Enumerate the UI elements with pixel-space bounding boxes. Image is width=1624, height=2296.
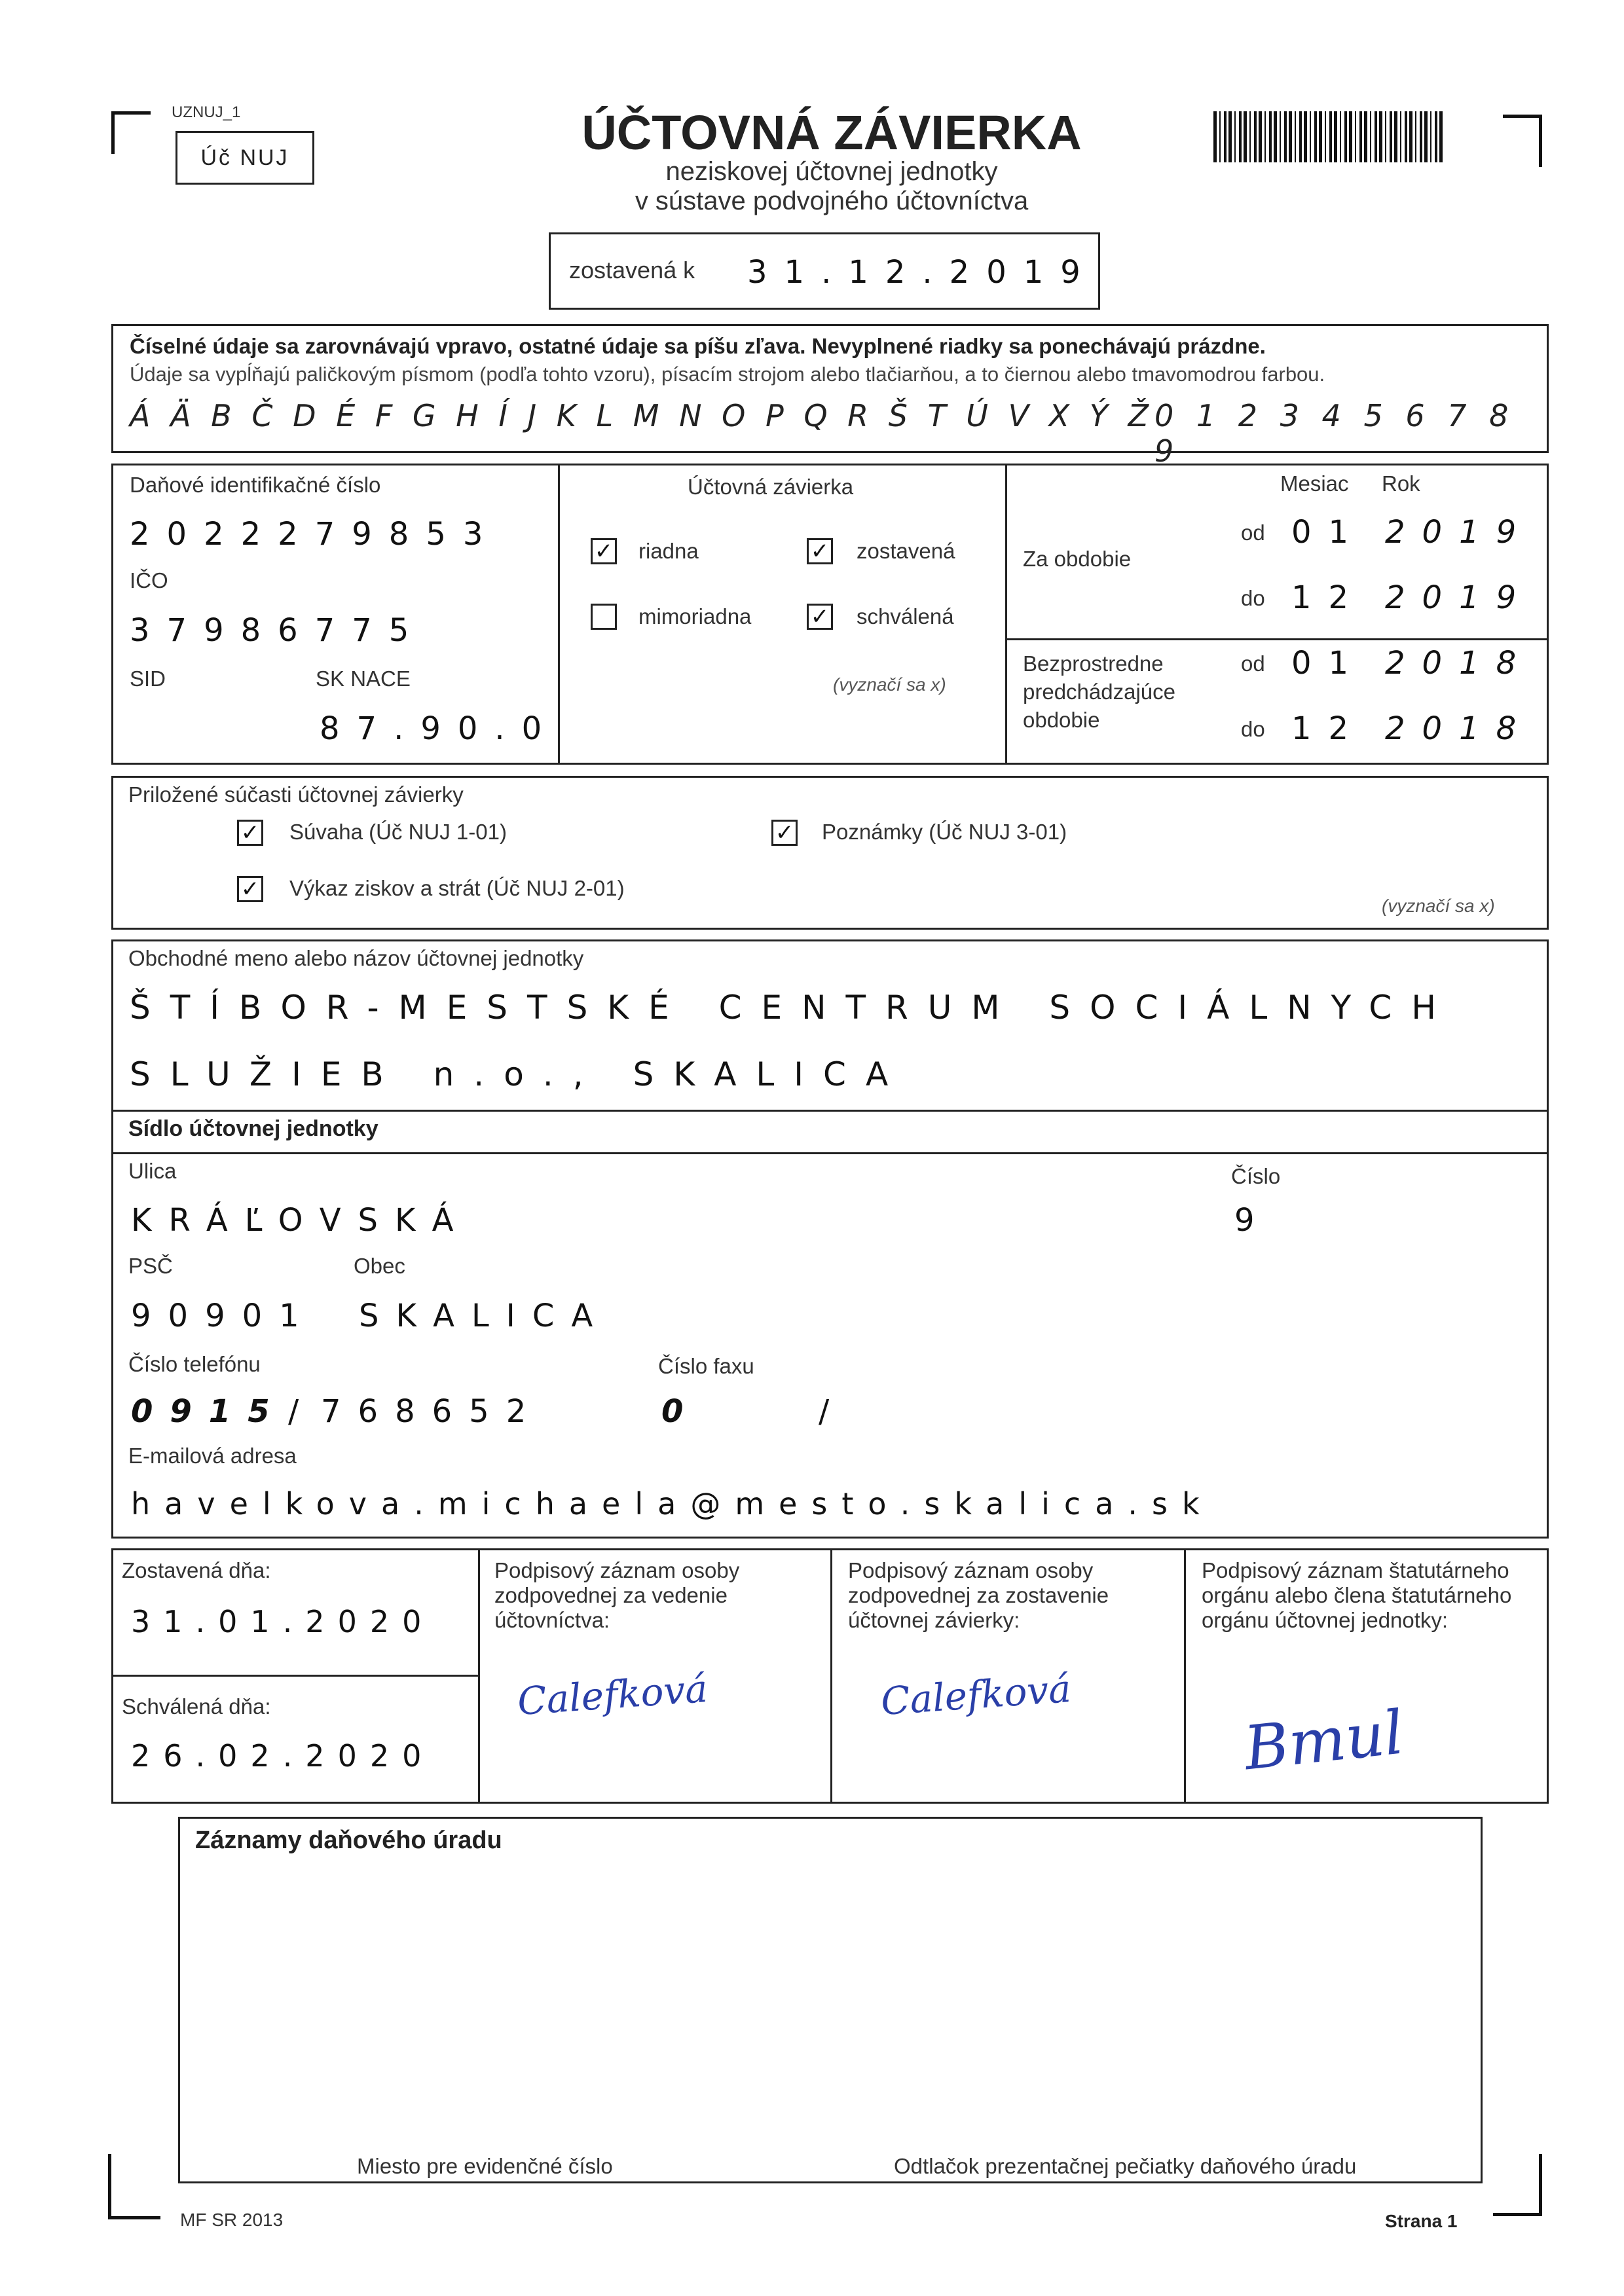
current-period-label: Za obdobie bbox=[1023, 547, 1132, 571]
city-value[interactable]: SKALICA bbox=[359, 1298, 610, 1334]
instructions-line-2: Údaje sa vypĺňajú paličkovým písmom (podľa tohto vzoru), písacím strojom alebo tlačiarňou, a to čiernou alebo tmavomodrou farbou. bbox=[130, 363, 1325, 386]
zip-label: PSČ bbox=[128, 1254, 173, 1278]
sig3-label: Podpisový záznam štatutárneho orgánu alebo člena štatutárneho orgánu účtovnej jednotky: bbox=[1202, 1558, 1512, 1632]
sig2-label: Podpisový záznam osoby zodpovednej za zostavenie účtovnej závierky: bbox=[848, 1558, 1109, 1632]
compiled-on-date[interactable]: 31.01.2020 bbox=[131, 1604, 435, 1639]
compiled-label: zostavená k bbox=[569, 257, 695, 283]
prev-period-label-3: obdobie bbox=[1023, 708, 1100, 732]
attachments-heading: Priložené súčasti účtovnej závierky bbox=[128, 782, 464, 807]
compiled-date[interactable]: 31.12.2019 bbox=[747, 254, 1098, 291]
page-subtitle-2: v sústave podvojného účtovníctva bbox=[635, 187, 1029, 215]
mimoriadna-label: mimoriadna bbox=[638, 604, 752, 629]
footer-form-id: MF SR 2013 bbox=[180, 2210, 284, 2230]
instructions-box bbox=[111, 324, 1549, 469]
cur-to-label: do bbox=[1241, 586, 1265, 610]
cur-to-year[interactable]: 2019 bbox=[1385, 579, 1534, 616]
cur-from-month[interactable]: 01 bbox=[1291, 514, 1366, 551]
balance-checkbox[interactable]: ✓ bbox=[237, 820, 263, 846]
mimoriadna-checkbox[interactable] bbox=[591, 604, 617, 630]
riadna-checkbox[interactable]: ✓ bbox=[591, 538, 617, 564]
instructions-line-1: Číselné údaje sa zarovnávajú vpravo, ostatné údaje sa píšu zľava. Nevyplnené riadky sa ponechávajú prázdne. bbox=[130, 334, 1266, 358]
notes-label: Poznámky (Úč NUJ 3-01) bbox=[822, 820, 1067, 844]
prev-from-month[interactable]: 01 bbox=[1291, 645, 1366, 682]
seat-label: Sídlo účtovnej jednotky bbox=[128, 1116, 378, 1141]
sknace-value[interactable]: 87.90.0 bbox=[320, 710, 559, 747]
approved-on-date[interactable]: 26.02.2020 bbox=[131, 1738, 435, 1774]
fax-slash: / bbox=[819, 1393, 847, 1430]
prev-from-label: od bbox=[1241, 651, 1265, 676]
riadna-label: riadna bbox=[638, 539, 699, 563]
prev-period-label-2: predchádzajúce bbox=[1023, 680, 1175, 704]
divider bbox=[111, 1110, 1549, 1112]
fax-label: Číslo faxu bbox=[658, 1354, 754, 1378]
ico-value[interactable]: 37986775 bbox=[130, 612, 426, 649]
dic-value[interactable]: 2022279853 bbox=[130, 516, 500, 553]
prev-period-label-1: Bezprostredne bbox=[1023, 651, 1164, 676]
form-code-box-label: Úč NUJ bbox=[200, 145, 289, 170]
year-label: Rok bbox=[1382, 471, 1420, 496]
tax-office-heading: Záznamy daňového úradu bbox=[195, 1827, 502, 1854]
prev-to-month[interactable]: 12 bbox=[1291, 710, 1366, 747]
sknace-label: SK NACE bbox=[316, 666, 411, 691]
entity-name-label: Obchodné meno alebo názov účtovnej jednotky bbox=[128, 946, 584, 970]
compiled-date-box bbox=[549, 232, 1100, 310]
compiled-on-label: Zostavená dňa: bbox=[122, 1558, 271, 1582]
sid-label: SID bbox=[130, 666, 166, 691]
cur-to-month[interactable]: 12 bbox=[1291, 579, 1366, 616]
sample-letters: Á Ä B Č D É F G H Í J K L M N O P Q R Š T Ú V X Ý Ž bbox=[130, 398, 1154, 433]
pnl-checkbox[interactable]: ✓ bbox=[237, 876, 263, 902]
footer-page-number: Strana 1 bbox=[1385, 2211, 1458, 2231]
phone-slash: / bbox=[288, 1393, 316, 1430]
number-label: Číslo bbox=[1231, 1164, 1281, 1188]
sig3-signature: Bmul bbox=[1241, 1697, 1407, 1784]
corner-mark-bottom-right bbox=[1493, 2154, 1542, 2216]
cur-from-year[interactable]: 2019 bbox=[1385, 514, 1534, 551]
street-label: Ulica bbox=[128, 1159, 177, 1183]
divider bbox=[111, 1152, 1549, 1154]
prev-to-label: do bbox=[1241, 717, 1265, 741]
sig2-signature: Calefková bbox=[879, 1666, 1073, 1724]
dic-label: Daňové identifikačné číslo bbox=[130, 473, 381, 497]
number-value[interactable]: 9 bbox=[1234, 1202, 1272, 1239]
sig1-label: Podpisový záznam osoby zodpovednej za vedenie účtovníctva: bbox=[494, 1558, 740, 1632]
evidence-number-label: Miesto pre evidenčné číslo bbox=[357, 2154, 613, 2178]
divider bbox=[111, 1675, 478, 1677]
statement-type-heading: Účtovná závierka bbox=[688, 475, 854, 499]
phone-label: Číslo telefónu bbox=[128, 1352, 261, 1376]
barcode bbox=[1213, 111, 1444, 162]
zip-value[interactable]: 90901 bbox=[131, 1298, 316, 1334]
entity-name-line-2[interactable]: SLUŽIEB n.o., SKALICA bbox=[130, 1055, 908, 1093]
divider bbox=[830, 1548, 832, 1804]
divider bbox=[478, 1548, 480, 1804]
approved-on-label: Schválená dňa: bbox=[122, 1694, 271, 1719]
entity-box bbox=[111, 939, 1549, 1539]
divider bbox=[1005, 464, 1007, 765]
divider bbox=[1184, 1548, 1186, 1804]
divider bbox=[1005, 638, 1549, 640]
fax-prefix[interactable]: 0 bbox=[661, 1393, 701, 1430]
street-value[interactable]: KRÁĽOVSKÁ bbox=[131, 1202, 471, 1239]
phone-number[interactable]: 768652 bbox=[321, 1393, 544, 1430]
cur-from-label: od bbox=[1241, 520, 1265, 545]
page-subtitle-1: neziskovej účtovnej jednotky bbox=[665, 157, 998, 186]
corner-mark-bottom-left bbox=[108, 2154, 160, 2219]
notes-checkbox[interactable]: ✓ bbox=[771, 820, 798, 846]
email-value[interactable]: havelkova.michaela@mesto.skalica.sk bbox=[131, 1486, 1214, 1522]
city-label: Obec bbox=[354, 1254, 405, 1278]
pnl-label: Výkaz ziskov a strát (Úč NUJ 2-01) bbox=[289, 876, 625, 900]
ico-label: IČO bbox=[130, 568, 168, 592]
email-label: E-mailová adresa bbox=[128, 1444, 297, 1468]
attachments-hint: (vyznačí sa x) bbox=[1382, 896, 1495, 916]
balance-label: Súvaha (Úč NUJ 1-01) bbox=[289, 820, 507, 844]
corner-mark-top-left bbox=[111, 111, 151, 154]
phone-prefix[interactable]: 0915 bbox=[131, 1393, 287, 1430]
form-code-box bbox=[175, 131, 314, 185]
prev-from-year[interactable]: 2018 bbox=[1385, 645, 1534, 682]
entity-name-line-1[interactable]: ŠTÍBOR-MESTSKÉ CENTRUM SOCIÁLNYCH bbox=[130, 989, 1456, 1027]
corner-mark-top-right bbox=[1503, 115, 1542, 167]
form-code: UZNUJ_1 bbox=[172, 103, 241, 121]
stamp-label: Odtlačok prezentačnej pečiatky daňového úradu bbox=[894, 2154, 1357, 2178]
page-title: ÚČTOVNÁ ZÁVIERKA bbox=[581, 105, 1082, 160]
zostavena-label: zostavená bbox=[857, 539, 955, 563]
zostavena-checkbox[interactable]: ✓ bbox=[807, 538, 833, 564]
tax-office-box bbox=[178, 1817, 1483, 2183]
sig1-signature: Calefková bbox=[515, 1666, 709, 1724]
sample-digits: 0 1 2 3 4 5 6 7 8 9 bbox=[1154, 398, 1515, 469]
statement-type-hint: (vyznačí sa x) bbox=[833, 674, 946, 695]
month-label: Mesiac bbox=[1280, 471, 1349, 496]
schvalena-checkbox[interactable]: ✓ bbox=[807, 604, 833, 630]
prev-to-year[interactable]: 2018 bbox=[1385, 710, 1534, 747]
schvalena-label: schválená bbox=[857, 604, 954, 629]
